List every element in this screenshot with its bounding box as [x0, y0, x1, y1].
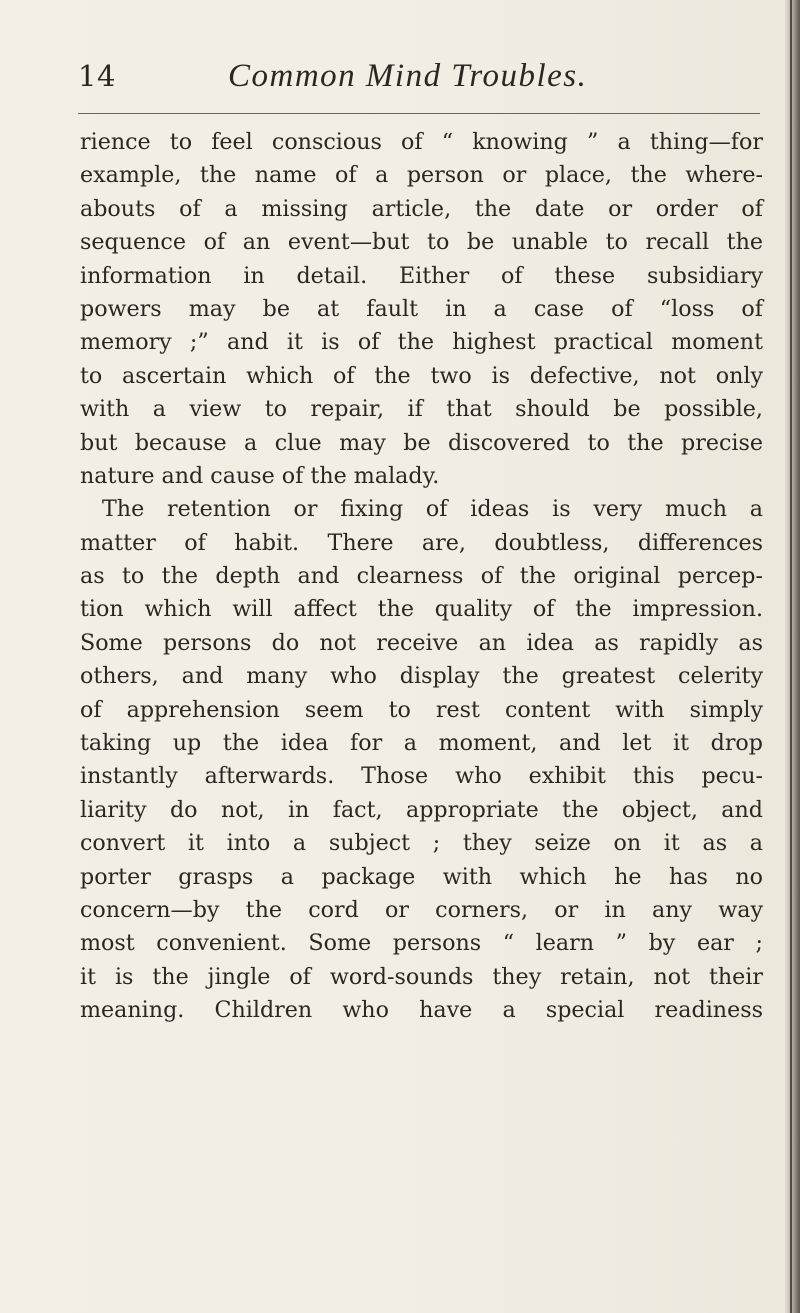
text-line: porter grasps a package with which he has no [80, 863, 763, 890]
text-line: liarity do not, in fact, appropriate the object, and [80, 796, 763, 823]
text-line: to ascertain which of the two is defective, not only [80, 362, 763, 389]
text-line: as to the depth and clearness of the original percep- [80, 563, 763, 590]
text-line: sequence of an event—but to be unable to recall the [80, 229, 763, 256]
text-line: information in detail. Either of these subsidiary [80, 262, 763, 289]
text-line: memory ;” and it is of the highest practical moment [80, 329, 763, 356]
page-header [78, 58, 760, 98]
header-rule [78, 113, 760, 114]
text-line: most convenient. Some persons “ learn ” by ear ; [80, 930, 763, 957]
text-line: of apprehension seem to rest content with simply [80, 696, 763, 723]
text-line: it is the jingle of word-sounds they retain, not their [80, 963, 763, 990]
running-title: Common Mind Troubles. [228, 58, 588, 94]
text-line: others, and many who display the greatest celerity [80, 663, 763, 690]
text-line: meaning. Children who have a special readiness [80, 997, 763, 1024]
text-line: with a view to repair, if that should be possible, [80, 396, 763, 423]
text-line: convert it into a subject ; they seize on it as a [80, 830, 763, 857]
paragraph-start-line: The retention or fixing of ideas is very much a [102, 496, 763, 523]
body-text [80, 126, 763, 1028]
text-line: concern—by the cord or corners, or in any way [80, 896, 763, 923]
text-line: Some persons do not receive an idea as rapidly as [80, 629, 763, 656]
text-line: instantly afterwards. Those who exhibit this pecu- [80, 763, 763, 790]
text-line: nature and cause of the malady. [80, 462, 440, 489]
text-line: but because a clue may be discovered to the precise [80, 429, 763, 456]
page-number: 14 [78, 59, 116, 93]
text-line: taking up the idea for a moment, and let it drop [80, 730, 763, 757]
text-line: rience to feel conscious of “ knowing ” a thing—for [80, 129, 763, 155]
text-line: abouts of a missing article, the date or order of [80, 195, 763, 222]
page-edge-shadow [784, 0, 800, 1313]
text-line: powers may be at fault in a case of “loss of [80, 295, 763, 322]
text-line: matter of habit. There are, doubtless, differences [80, 529, 763, 556]
text-line: example, the name of a person or place, the where- [80, 162, 763, 189]
text-line: tion which will affect the quality of the impression. [80, 596, 763, 623]
page-edge-line [790, 0, 792, 1313]
